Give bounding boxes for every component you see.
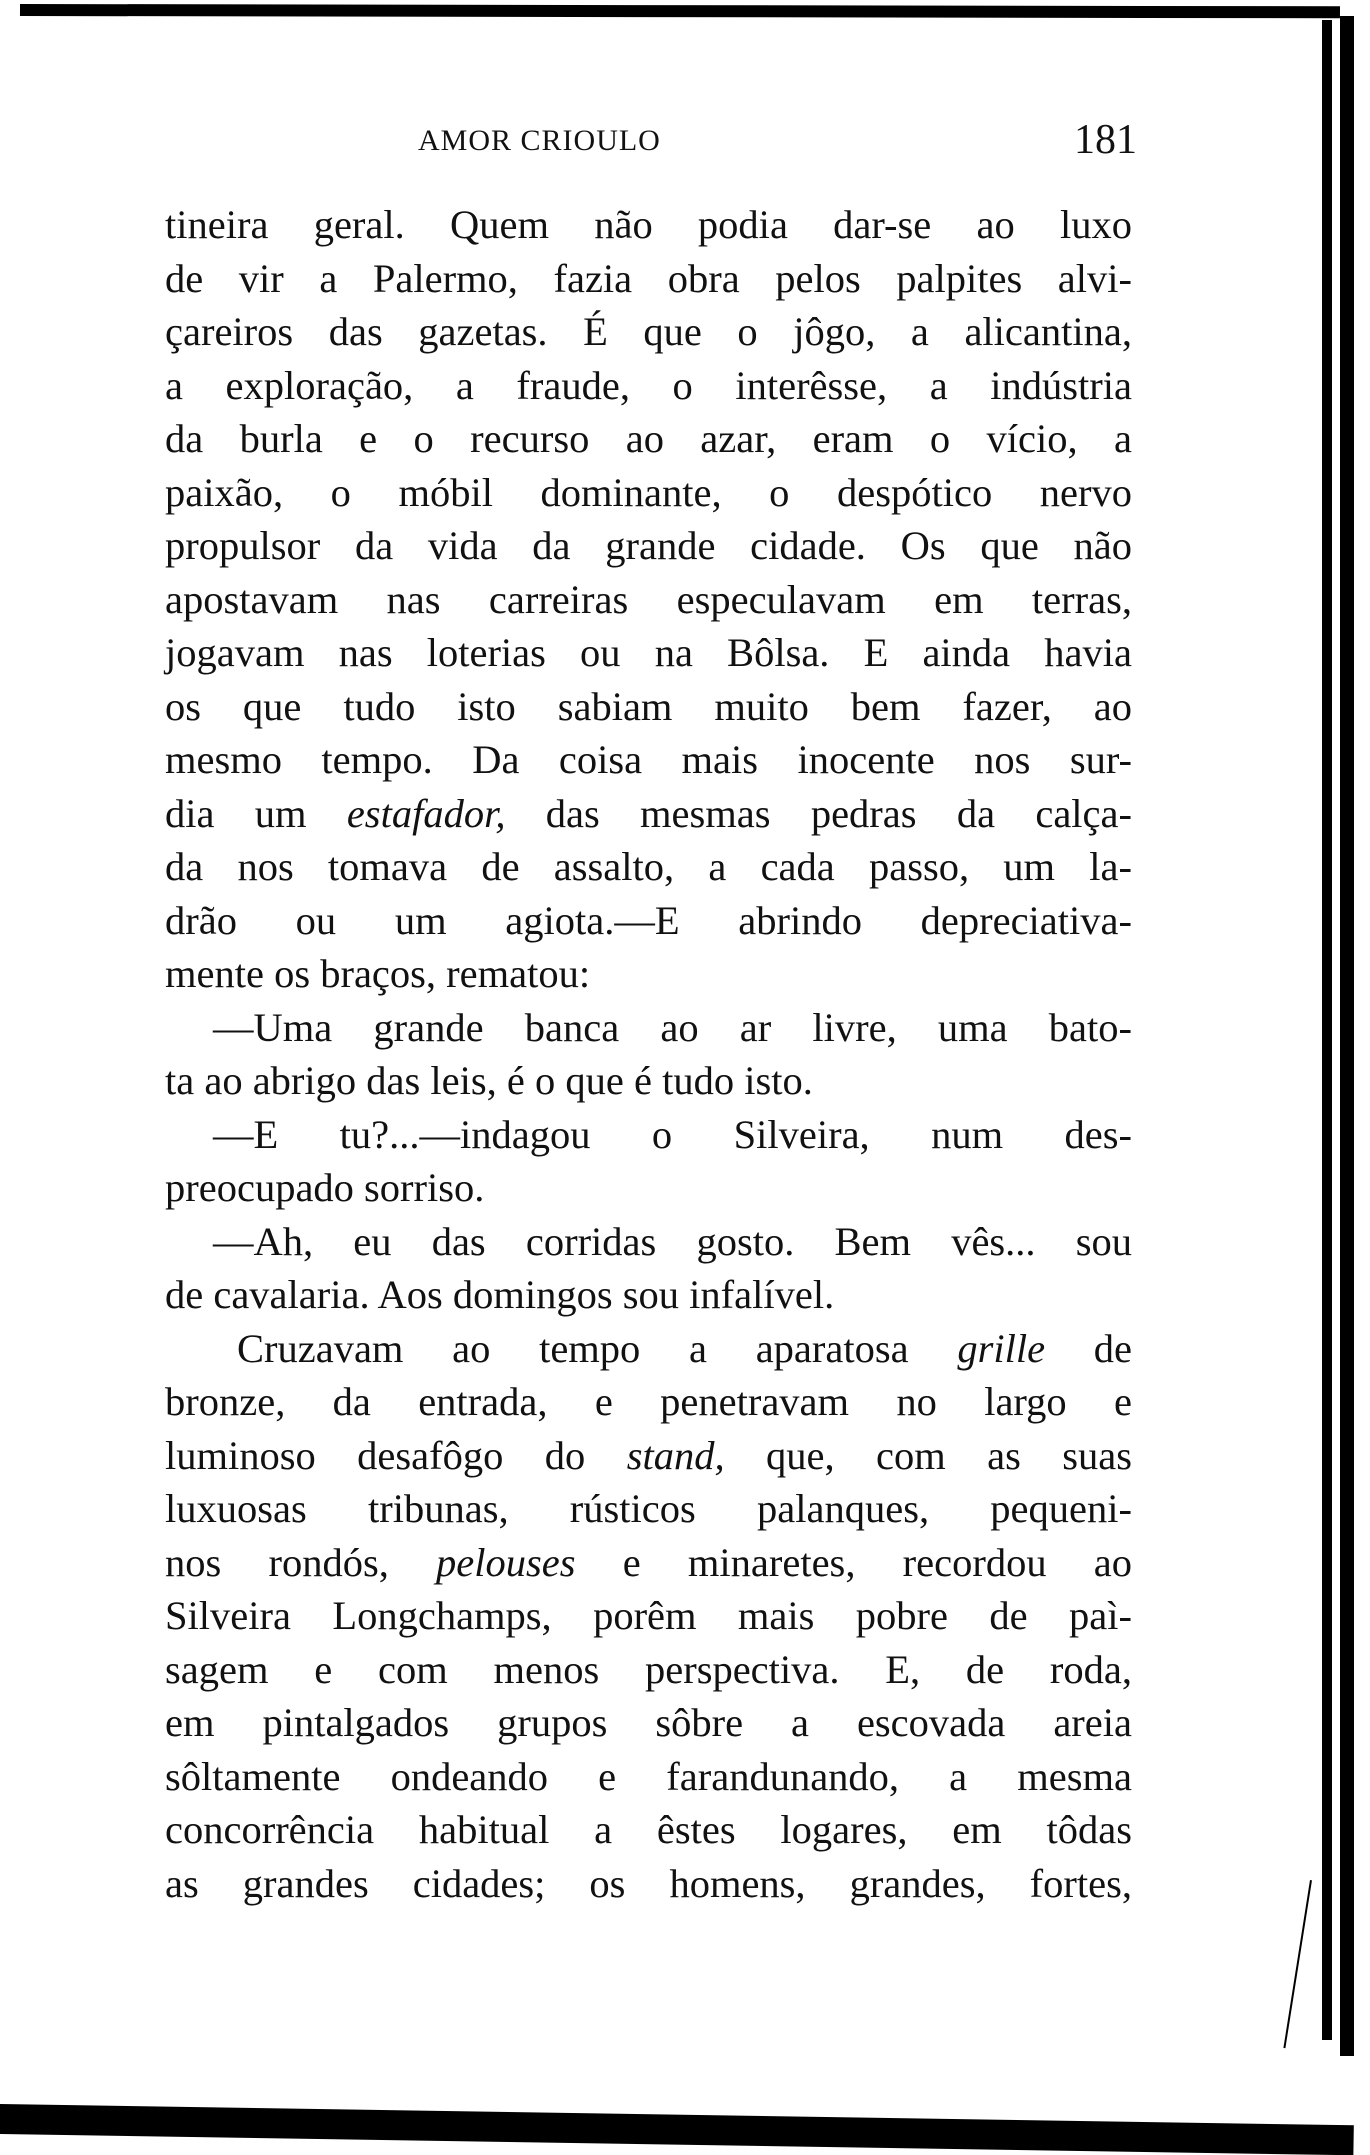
text-run: nos rondós, bbox=[165, 1539, 437, 1585]
text-line: as grandes cidades; os homens, grandes, fortes, bbox=[165, 1860, 1132, 1906]
text-run: dia um bbox=[165, 790, 347, 836]
paragraph-start-line bbox=[165, 1322, 1132, 1376]
page-number: 181 bbox=[1074, 117, 1137, 163]
text-line: concorrência habitual a êstes logares, em tôdas bbox=[165, 1807, 1132, 1852]
text-line bbox=[165, 1429, 1132, 1483]
dialogue-line: —E tu?...—indagou o Silveira, num des- bbox=[213, 1111, 1132, 1157]
text-line: propulsor da vida da grande cidade. Os que não bbox=[165, 523, 1132, 568]
italic-term: estafador, bbox=[346, 790, 506, 836]
scan-binding-edge-outer bbox=[1340, 16, 1354, 2056]
scan-binding-edge-inner bbox=[1322, 20, 1332, 2040]
text-line: mesmo tempo. Da coisa mais inocente nos sur- bbox=[165, 737, 1132, 782]
text-line: em pintalgados grupos sôbre a escovada areia bbox=[165, 1700, 1132, 1745]
text-line: preocupado sorriso. bbox=[165, 1165, 485, 1210]
text-line: luxuosas tribunas, rústicos palanques, pequeni- bbox=[165, 1486, 1132, 1531]
italic-term: pelouses bbox=[436, 1539, 576, 1585]
text-line: sôltamente ondeando e farandunando, a mesma bbox=[165, 1753, 1132, 1799]
running-header bbox=[0, 117, 1370, 163]
dialogue-line: —Ah, eu das corridas gosto. Bem vês... sou bbox=[213, 1218, 1132, 1264]
text-line bbox=[165, 787, 1132, 841]
text-run: das mesmas pedras da calça- bbox=[505, 790, 1132, 836]
running-title: AMOR CRIOULO bbox=[418, 124, 661, 157]
text-line: de cavalaria. Aos domingos sou infalível. bbox=[165, 1272, 835, 1317]
text-line: çareiros das gazetas. É que o jôgo, a alicantina, bbox=[165, 309, 1132, 354]
italic-term: stand, bbox=[626, 1432, 725, 1478]
text-line: os que tudo isto sabiam muito bem fazer, ao bbox=[165, 683, 1132, 729]
text-line: apostavam nas carreiras especulavam em terras, bbox=[165, 576, 1132, 622]
dialogue-line: —Uma grande banca ao ar livre, uma bato- bbox=[213, 1004, 1132, 1050]
text-line: tineira geral. Quem não podia dar-se ao luxo bbox=[165, 202, 1132, 247]
text-line: jogavam nas loterias ou na Bôlsa. E ainda havia bbox=[165, 630, 1132, 675]
body-text bbox=[165, 198, 1132, 1910]
text-line: ta ao abrigo das leis, é o que é tudo isto. bbox=[165, 1058, 813, 1103]
text-run: luminoso desafôgo do bbox=[165, 1432, 627, 1478]
text-line: da burla e o recurso ao azar, eram o vício, a bbox=[165, 416, 1132, 461]
scan-top-edge bbox=[20, 4, 1340, 18]
text-line: sagem e com menos perspectiva. E, de roda, bbox=[165, 1646, 1132, 1692]
text-line: paixão, o móbil dominante, o despótico nervo bbox=[165, 469, 1132, 515]
text-line bbox=[165, 1536, 1132, 1590]
scan-bottom-edge bbox=[0, 2104, 1354, 2155]
text-run: Cruzavam ao tempo a aparatosa bbox=[237, 1325, 958, 1371]
text-run: que, com as suas bbox=[724, 1432, 1132, 1478]
text-line: bronze, da entrada, e penetravam no largo e bbox=[165, 1379, 1132, 1424]
text-line: da nos tomava de assalto, a cada passo, um la- bbox=[165, 844, 1132, 889]
text-run: de bbox=[1045, 1325, 1132, 1371]
scan-binding-gap bbox=[1332, 20, 1338, 2040]
text-line: mente os braços, rematou: bbox=[165, 951, 591, 996]
text-line: de vir a Palermo, fazia obra pelos palpites alvi- bbox=[165, 255, 1132, 301]
italic-term: grille bbox=[957, 1325, 1046, 1371]
text-line: drão ou um agiota.—E abrindo depreciativa- bbox=[165, 897, 1132, 943]
text-line: a exploração, a fraude, o interêsse, a indústria bbox=[165, 362, 1132, 408]
text-line: Silveira Longchamps, porêm mais pobre de paì- bbox=[165, 1593, 1132, 1638]
page-curl-line bbox=[1283, 1880, 1312, 2048]
text-run: e minaretes, recordou ao bbox=[575, 1539, 1132, 1585]
